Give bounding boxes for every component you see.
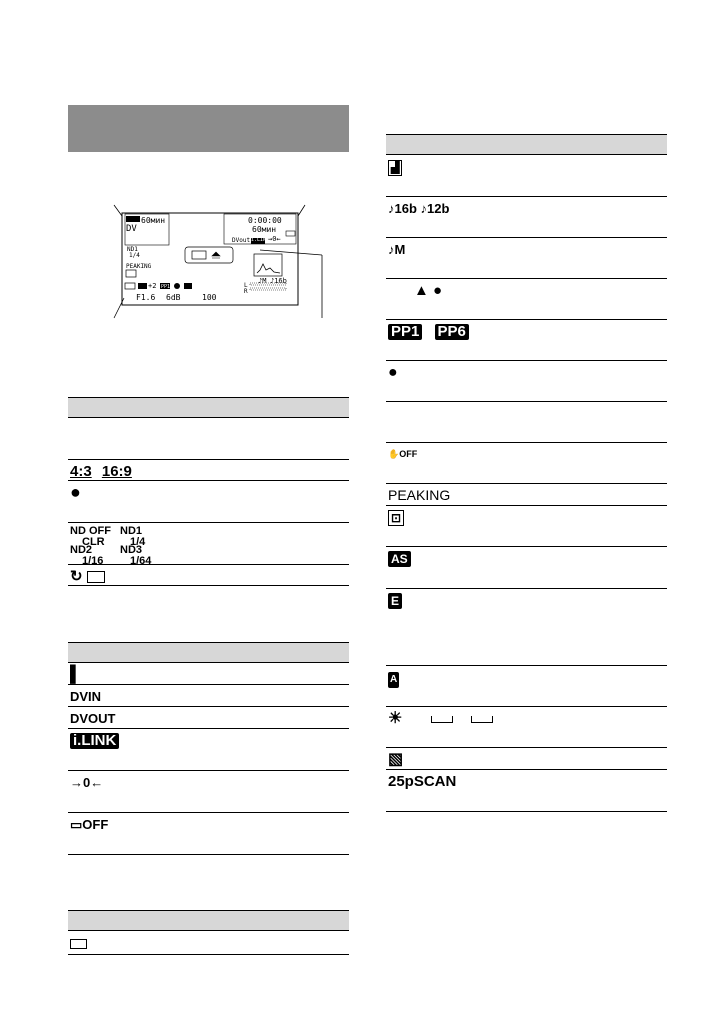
audio-level-meter-r	[250, 288, 286, 290]
left-table-2	[68, 642, 349, 855]
white-balance-icons: ☀	[388, 710, 493, 727]
portrait-icon	[174, 283, 180, 289]
table-row	[386, 666, 667, 707]
table-row	[386, 279, 667, 320]
right-table	[386, 134, 667, 812]
eject-icon	[212, 252, 220, 258]
table-row	[68, 481, 349, 523]
table-row	[386, 484, 667, 506]
25p-scan-icon: 25pSCAN	[388, 773, 457, 790]
diag-timecode: 0:00:00	[248, 216, 282, 225]
diag-as-value: +2	[148, 282, 157, 290]
tape-warning-icon	[70, 936, 87, 953]
section-header-bar	[68, 105, 349, 152]
table-row	[68, 729, 349, 771]
nd2-icon: ND2 1/16	[70, 544, 104, 567]
table-header	[68, 642, 349, 663]
diag-ilink-small: i.LINK	[251, 237, 270, 243]
diag-tape-remaining: 60мин	[252, 225, 277, 234]
diag-level-l: L	[244, 282, 248, 289]
cassette-icon	[87, 571, 105, 583]
exposure-icon: E	[388, 592, 402, 609]
table-row	[68, 565, 349, 586]
aspect-16-9-icon: 16:9	[101, 463, 132, 480]
table-header	[386, 134, 667, 155]
as-icon	[138, 283, 147, 289]
portrait-icon: ●	[388, 364, 398, 381]
leader-line-top-left	[114, 205, 122, 216]
diag-zero-set: →0←	[268, 235, 281, 243]
table-row	[386, 707, 667, 748]
table-header	[68, 910, 349, 931]
table-row	[386, 547, 667, 589]
expanded-focus-icon	[126, 270, 136, 277]
left-table-3	[68, 910, 349, 955]
audio-mode-icon: ♪16b ♪12b	[388, 201, 450, 216]
cassette-icon	[286, 231, 295, 236]
nd1-icon: ND1 1/4	[120, 525, 146, 548]
leader-line-bottom-left	[114, 298, 124, 318]
diag-audio-m: ♪M	[258, 277, 267, 285]
table-row	[68, 813, 349, 855]
table-row	[68, 663, 349, 685]
table-row	[386, 155, 667, 197]
battery-icon	[126, 216, 140, 222]
wb-b-icon	[471, 716, 493, 723]
table-row	[68, 685, 349, 707]
table-row	[386, 238, 667, 279]
aspect-4-3-icon: 4:3	[70, 463, 92, 480]
dv-out-icon: DVOUT	[70, 711, 116, 726]
expanded-focus-icon: ⊡	[388, 509, 404, 526]
table-row	[386, 589, 667, 666]
tape-dub-icon: ↻	[70, 568, 105, 585]
diag-pp-label: PP1	[161, 284, 171, 290]
diag-level-r: R	[244, 288, 248, 295]
aspect-icons	[70, 463, 132, 480]
table-row	[386, 320, 667, 361]
recording-mode-icon: ▌	[70, 666, 82, 683]
steadyshot-off-icon: ✋OFF	[388, 449, 418, 459]
ilink-icon: i.LINK	[70, 732, 119, 749]
table-row	[68, 523, 349, 565]
table-row	[68, 931, 349, 955]
diag-dv-label: DV	[126, 224, 137, 234]
left-table-1	[68, 397, 349, 586]
table-row	[386, 748, 667, 770]
diag-nd-small-fraction: 1/4	[129, 252, 140, 259]
nd-off-icon: ND OFF CLR	[70, 525, 111, 548]
dv-in-icon: DVIN	[70, 689, 102, 704]
diag-audio-16b: ♪16b	[270, 277, 287, 285]
tape-warning-icon	[192, 251, 206, 259]
table-header	[68, 397, 349, 418]
zero-set-memory-icon: →0←	[70, 775, 104, 790]
wb-a-icon	[431, 716, 453, 723]
table-row	[386, 443, 667, 484]
nd3-icon: ND3 1/64	[120, 544, 152, 567]
auto-exposure-icon: A	[388, 669, 399, 688]
table-row	[386, 197, 667, 238]
diag-gain: 6dB	[166, 293, 181, 302]
peaking-icon: PEAKING	[388, 487, 451, 503]
histogram-icon: ▟	[388, 158, 402, 176]
diag-iris: F1.6	[136, 293, 156, 302]
zebra-icon	[184, 283, 192, 289]
stretch-icon	[125, 283, 135, 289]
table-row	[386, 770, 667, 812]
audio-mix-icon: ♪M	[388, 242, 406, 257]
diag-peaking: PEAKING	[126, 263, 152, 270]
picture-profile-icons: PP1 PP6	[388, 323, 469, 340]
table-row	[68, 707, 349, 729]
focus-mode-icons: ▲ ●	[414, 282, 443, 299]
table-row-empty	[68, 418, 349, 460]
lcd-backlight-off-icon: ▭OFF	[70, 817, 109, 832]
table-row	[386, 506, 667, 547]
diag-shutter: 100	[202, 293, 217, 302]
table-row-empty	[386, 402, 667, 443]
steadyshot-icon: ●	[70, 482, 81, 502]
table-row	[386, 361, 667, 402]
table-row	[68, 460, 349, 481]
table-row	[68, 771, 349, 813]
leader-line-top-right	[298, 205, 305, 216]
zebra-icon: ▧	[388, 751, 404, 768]
ae-shift-icon: AS	[388, 550, 411, 567]
diag-nd-small: ND1	[127, 246, 138, 253]
diag-dvout: DVout	[232, 237, 251, 244]
histogram-curve	[257, 264, 280, 273]
diag-battery-time: 60мин	[141, 216, 166, 225]
